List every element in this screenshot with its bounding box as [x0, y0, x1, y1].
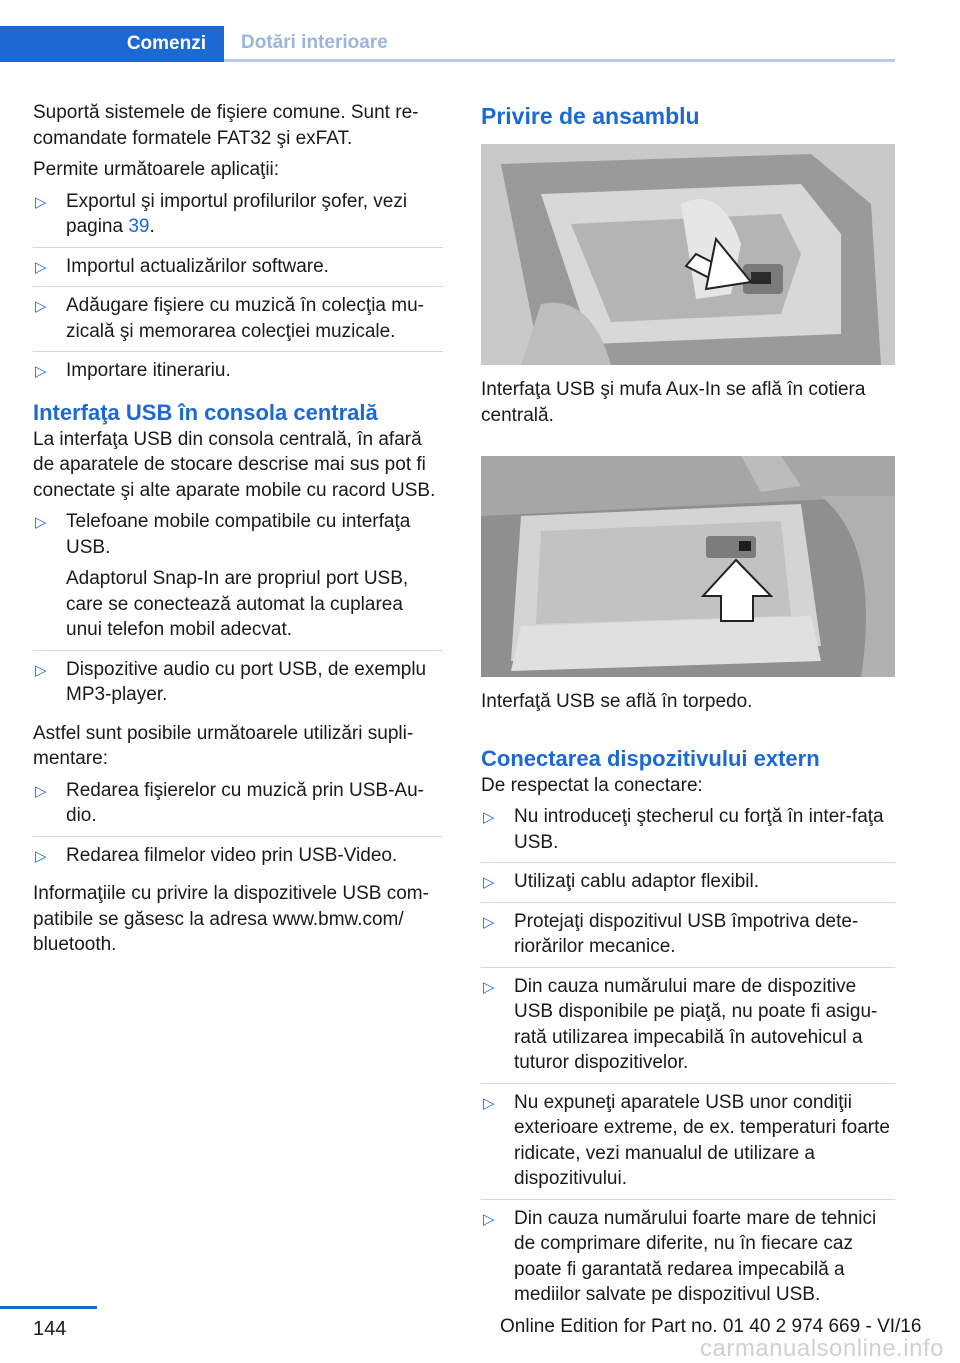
tab-dotari-interioare[interactable]: Dotări interioare [224, 26, 895, 62]
extra-list [33, 778, 443, 876]
triangle-bullet-icon: ▷ [483, 913, 495, 931]
glovebox-usb-figure [481, 456, 895, 677]
triangle-bullet-icon: ▷ [483, 1210, 495, 1228]
left-column [33, 100, 443, 964]
caption-glovebox: Interfaţă USB se află în torpedo. [481, 691, 753, 712]
list-item: ▷ Protejaţi dispozitivul USB împotriva dete‐riorărilor mecanice. [481, 909, 895, 968]
right-column [481, 102, 895, 1321]
extra-lead: Astfel sunt posibile următoarele utilizări supli‐mentare: [33, 722, 414, 769]
tab-comenzi[interactable]: Comenzi [0, 26, 224, 62]
list-item: ▷ Redarea fişierelor cu muzică prin USB-Au‐dio. [33, 778, 443, 837]
list-item: ▷ Adăugare fişiere cu muzică în colecţia mu‐zicală şi memorarea colecţiei muzicale. [33, 293, 443, 352]
triangle-bullet-icon: ▷ [35, 258, 47, 276]
apps-lead: Permite următoarele aplicaţii: [33, 159, 280, 180]
triangle-bullet-icon: ▷ [483, 1094, 495, 1112]
section-title-usb-consola: Interfaţa USB în consola centrală [33, 399, 378, 425]
page-number: 144 [33, 1318, 67, 1340]
caption-armrest: Interfaţa USB şi mufa Aux-In se află în cotiera centrală. [481, 379, 866, 426]
triangle-bullet-icon: ▷ [35, 514, 47, 531]
page-link[interactable]: 39 [128, 216, 150, 237]
connect-list [481, 804, 895, 1315]
list-item: ▷ Din cauza numărului foarte mare de tehnici de comprimare diferite, nu în fiecare caz poate fi garantată redarea impecabilă a mediilor salvate pe dispozitivul USB. [483, 1207, 877, 1305]
section-intro: La interfaţa USB din consola centrală, în afară de aparatele de stocare descrise mai sus pot fi conectate şi alte aparate mobile cu racord USB. [33, 428, 436, 501]
header-tabs [0, 26, 895, 62]
list-item: ▷ Importare itinerariu. [33, 358, 443, 391]
watermark: carmanualsonline.info [700, 1335, 944, 1362]
triangle-bullet-icon: ▷ [35, 363, 47, 380]
list-item: ▷ Importul actualizărilor software. [33, 254, 443, 288]
triangle-bullet-icon: ▷ [35, 193, 47, 211]
info-paragraph: Informaţiile cu privire la dispozitivele USB com‐patibile se găsesc la adresa www.bmw.com/ bluetooth. [33, 883, 429, 955]
list-item: ▷ Din cauza numărului mare de dispozitive USB disponibile pe piaţă, nu poate fi asigu‐rată utilizarea impecabilă în autovehicul a tuturor dispozitivelor. [481, 974, 895, 1084]
devices-list [33, 509, 443, 715]
list-item: ▷ Dispozitive audio cu port USB, de exemplu MP3-player. [35, 658, 427, 705]
apps-list [33, 189, 443, 391]
armrest-usb-figure [481, 144, 895, 365]
list-item: ▷ Utilizaţi cablu adaptor flexibil. [481, 869, 895, 903]
triangle-bullet-icon: ▷ [35, 782, 47, 800]
list-item: ▷ Redarea filmelor video prin USB-Video. [33, 843, 443, 876]
triangle-bullet-icon: ▷ [35, 661, 47, 679]
triangle-bullet-icon: ▷ [483, 978, 495, 996]
triangle-bullet-icon: ▷ [483, 874, 495, 891]
list-item: ▷ Telefoane mobile compatibile cu interfaţa USB. Adaptorul Snap-In are propriul port USB, care se conectează automat la cuplarea unui telefon mobil adecvat. [33, 509, 443, 651]
triangle-bullet-icon: ▷ [483, 809, 495, 826]
edition-footer: Online Edition for Part no. 01 40 2 974 669 - VI/16 [500, 1316, 922, 1337]
page-number-bar [0, 1306, 97, 1309]
list-item: ▷ Nu expuneţi aparatele USB unor condiţii exterioare extreme, de ex. temperaturi foarte ridicate, vezi manualul de utilizare a dispozitivului. [481, 1090, 895, 1200]
list-item: ▷ Exportul şi importul profilurilor şofer, vezi pagina 39. [33, 189, 443, 248]
overview-title: Privire de ansamblu [481, 103, 700, 129]
connect-title: Conectarea dispozitivului extern [481, 745, 820, 771]
intro-paragraph: Suportă sistemele de fişiere comune. Sunt re‐comandate formatele FAT32 şi exFAT. [33, 102, 419, 149]
list-item: ▷ Nu introduceţi ştecherul cu forţă în inter‐faţa USB. [481, 804, 895, 863]
connect-lead: De respectat la conectare: [481, 774, 703, 796]
triangle-bullet-icon: ▷ [35, 298, 47, 315]
triangle-bullet-icon: ▷ [35, 847, 47, 865]
